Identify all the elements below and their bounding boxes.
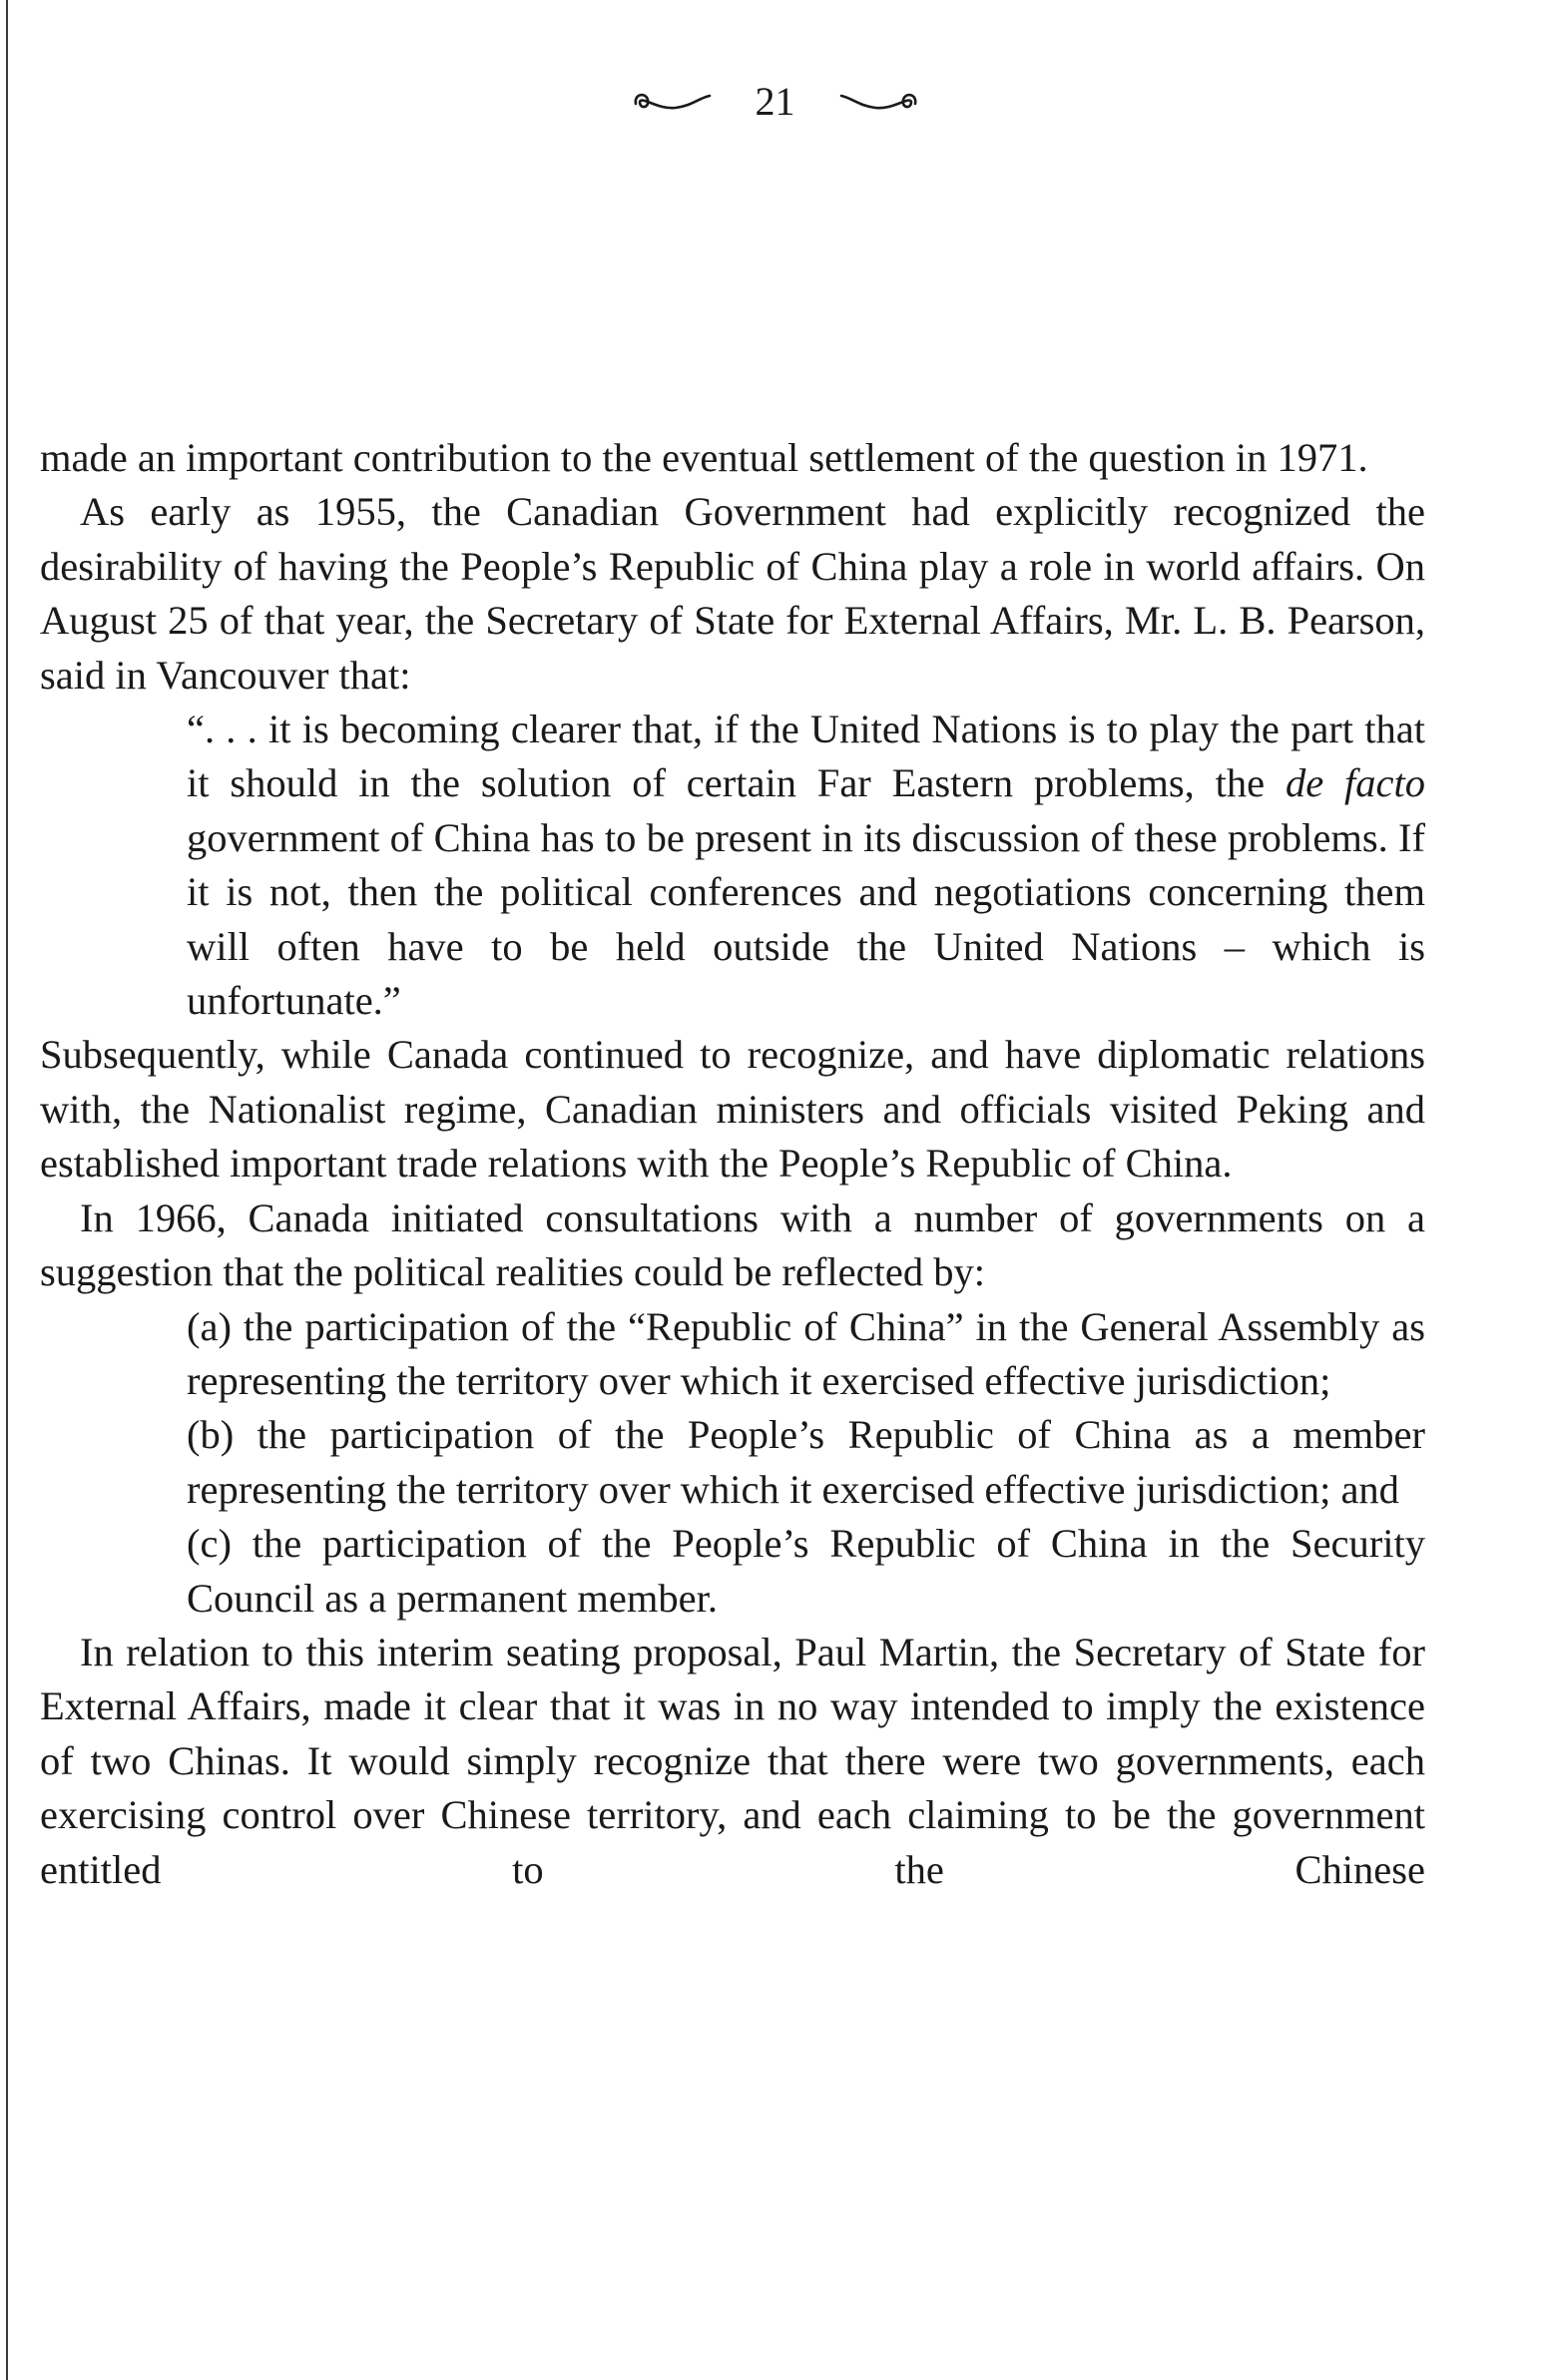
page-number: 21 bbox=[755, 79, 795, 124]
quote-italic-term: de facto bbox=[1285, 760, 1425, 806]
left-flourish-icon bbox=[628, 82, 718, 122]
list-item-b: (b) the participation of the People’s Republic of China as a member representing the territory over which it exercised effective jurisdiction; and bbox=[187, 1412, 1425, 1512]
paragraph-pearson-intro: As early as 1955, the Canadian Government had explicitly recognized the desirability of having the People’s Republic of China play a role in world affairs. On August 25 of that year, the Secretary of State for External Affairs, Mr. L. B. Pearson, said in Vancouver that: bbox=[40, 489, 1425, 698]
paragraph-1966-consultations: In 1966, Canada initiated consultations with a number of governments on a suggestion that the political realities could be reflected by: bbox=[40, 1194, 1425, 1295]
right-flourish-icon bbox=[833, 82, 923, 122]
quote-text-before: “. . . it is becoming clearer that, if the United Nations is to play the part that it should in the solution of certain Far Eastern problems, the bbox=[187, 707, 1425, 806]
paragraph-interim-seating: In relation to this interim seating proposal, Paul Martin, the Secretary of State for External Affairs, made it clear that it was in no way intended to imply the existence of two Chinas. It would simply recognize that there were two governments, each exercising control over Chinese territory, and each claiming to be the government entitled to the Chinese bbox=[40, 1629, 1425, 1892]
paragraph-subsequently: Subsequently, while Canada continued to recognize, and have diplomatic relations with, the Nationalist regime, Canadian ministers and officials visited Peking and established important trade relations with the People’s Republic of China. bbox=[40, 1032, 1425, 1187]
page-header bbox=[0, 62, 1550, 142]
page-body bbox=[40, 431, 1425, 1897]
list-item-a: (a) the participation of the “Republic of China” in the General Assembly as representing the territory over which it exercised effective jurisdiction; bbox=[187, 1303, 1425, 1403]
list-item-c: (c) the participation of the People’s Republic of China in the Security Council as a permanent member. bbox=[187, 1521, 1425, 1621]
block-quote-pearson bbox=[187, 703, 1425, 1028]
quote-text-after: government of China has to be present in its discussion of these problems. If it is not, then the political conferences and negotiations concerning them will often have to be held outside the United Nations – which is unfortunate.” bbox=[187, 814, 1425, 1024]
page-binding-edge bbox=[6, 0, 8, 2380]
paragraph-continuation: made an important contribution to the eventual settlement of the question in 1971. bbox=[40, 435, 1368, 480]
